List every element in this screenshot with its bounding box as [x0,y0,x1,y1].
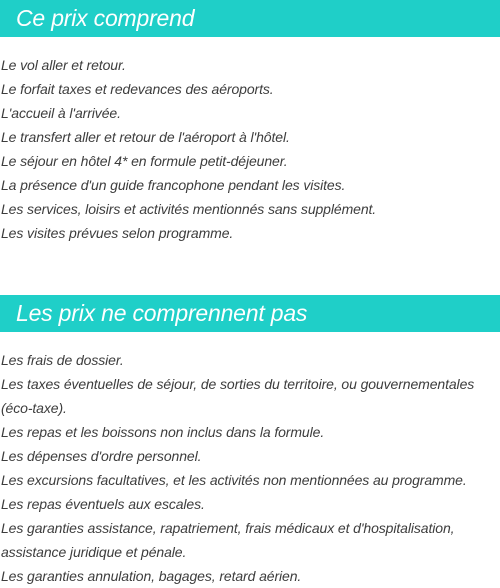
list-item: Les garanties assistance, rapatriement, frais médicaux et d'hospitalisation, assistance juridique et pénale. [1,520,455,560]
list-item: Les repas et les boissons non inclus dans la formule. [1,424,325,440]
list-item: L'accueil à l'arrivée. [1,105,121,121]
excluded-list [0,348,500,588]
list-item: La présence d'un guide francophone pendant les visites. [1,177,346,193]
list-item: Le séjour en hôtel 4* en formule petit-déjeuner. [1,153,288,169]
list-item: Les frais de dossier. [1,352,124,368]
list-item: Le transfert aller et retour de l'aéroport à l'hôtel. [1,129,290,145]
list-item: Les garanties annulation, bagages, retard aérien. [1,568,302,584]
list-item: Les excursions facultatives, et les activités non mentionnées au programme. [1,472,467,488]
list-item: Les repas éventuels aux escales. [1,496,205,512]
list-item: Le vol aller et retour. [1,57,126,73]
list-item: Les visites prévues selon programme. [1,225,234,241]
list-item: Les dépenses d'ordre personnel. [1,448,202,464]
section-title-included: Ce prix comprend [16,5,195,31]
list-item: Le forfait taxes et redevances des aéroports. [1,81,274,97]
section-header-included [0,0,500,37]
included-list [0,53,500,245]
section-header-excluded [0,295,500,332]
list-item: Les taxes éventuelles de séjour, de sorties du territoire, ou gouvernementales (éco-taxe). [1,376,475,416]
section-title-excluded: Les prix ne comprennent pas [16,300,308,326]
list-item: Les services, loisirs et activités mentionnés sans supplément. [1,201,377,217]
